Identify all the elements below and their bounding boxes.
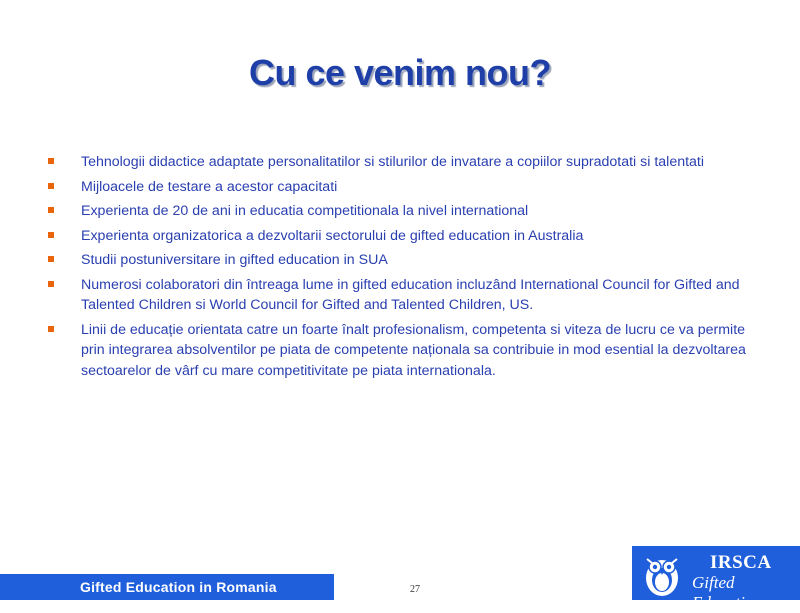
bullet-text: Linii de educație orientata catre un foarte înalt profesionalism, competenta si viteza de lucru ce va permite prin integrarea absolventilor pe piata de competente naționala sa contribuie in mod esential la dezvoltarea sectoarelor de vârf cu mare competitivitate pe piata internationala. <box>81 321 746 379</box>
bullet-list <box>48 152 748 385</box>
footer-bar <box>0 574 334 600</box>
bullet-text: Tehnologii didactice adaptate personalitatilor si stilurilor de invatare a copiilor supradotati si talentati <box>81 154 705 170</box>
bullet-text: Numerosi colaboratori din întreaga lume in gifted education incluzând International Council for Gifted and Talented Children si World Council for Gifted and Talented Children, US. <box>81 276 740 313</box>
bullet-text: Studii postuniversitare in gifted education in SUA <box>81 252 388 268</box>
list-item <box>48 177 748 198</box>
bullet-marker <box>48 158 54 164</box>
bullet-text: Experienta organizatorica a dezvoltarii sectorului de gifted education in Australia <box>81 227 584 244</box>
page-number: 27 <box>410 584 420 595</box>
list-item <box>48 250 748 271</box>
bullet-marker <box>48 232 54 238</box>
list-item <box>48 201 748 222</box>
owl-icon <box>638 550 686 598</box>
list-item <box>48 226 748 247</box>
bullet-marker <box>48 281 54 287</box>
bullet-text: Experienta de 20 de ani in educatia competitionala la nivel international <box>81 203 529 219</box>
bullet-marker <box>48 256 54 262</box>
logo-subtitle: Gifted Education <box>692 573 762 612</box>
list-item <box>48 320 748 382</box>
bullet-text: Mijloacele de testare a acestor capacitati <box>81 178 338 195</box>
bullet-marker <box>48 326 54 332</box>
bullet-marker <box>48 183 54 189</box>
slide-title: Cu ce venim nou? <box>248 52 552 93</box>
list-item <box>48 152 748 173</box>
logo-name: IRSCA <box>710 552 772 573</box>
list-item <box>48 275 748 316</box>
bullet-marker <box>48 207 54 213</box>
footer-label: Gifted Education in Romania <box>80 579 277 595</box>
irsca-logo <box>632 546 800 612</box>
